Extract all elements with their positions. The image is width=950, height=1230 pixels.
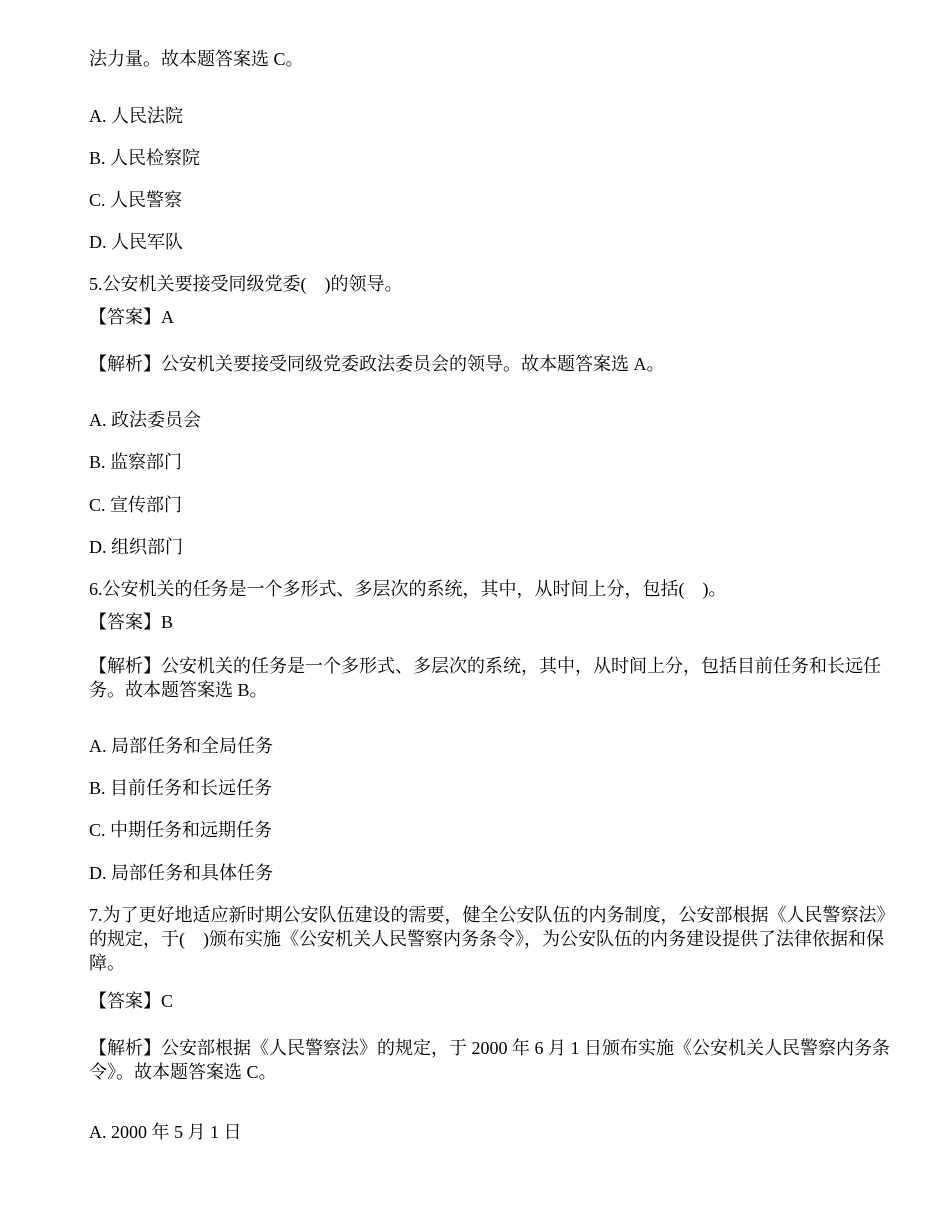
q5-answer: 【答案】A <box>89 307 174 327</box>
q4-option-b: B. 人民检察院 <box>89 148 201 168</box>
q6-explanation: 【解析】公安机关的任务是一个多形式、多层次的系统，其中，从时间上分，包括目前任务和长远任务。故本题答案选 B。 <box>89 656 881 700</box>
explanation-tail: 法力量。故本题答案选 C。 <box>89 49 304 69</box>
q6-option-d: D. 局部任务和具体任务 <box>89 863 273 883</box>
q7-answer: 【答案】C <box>89 991 174 1011</box>
q7-option-a: A. 2000 年 5 月 1 日 <box>89 1122 242 1142</box>
q5-option-a: A. 政法委员会 <box>89 410 201 430</box>
q4-option-d: D. 人民军队 <box>89 232 183 252</box>
q5-option-c: C. 宣传部门 <box>89 495 183 515</box>
q6-question: 6.公安机关的任务是一个多形式、多层次的系统，其中，从时间上分，包括( )。 <box>89 579 727 599</box>
q5-option-d: D. 组织部门 <box>89 537 183 557</box>
q6-option-a: A. 局部任务和全局任务 <box>89 736 273 756</box>
q6-option-c: C. 中期任务和远期任务 <box>89 820 273 840</box>
q5-option-b: B. 监察部门 <box>89 452 183 472</box>
q6-answer: 【答案】B <box>89 612 174 632</box>
q4-option-a: A. 人民法院 <box>89 106 183 126</box>
q5-question: 5.公安机关要接受同级党委( )的领导。 <box>89 274 403 294</box>
q5-explanation: 【解析】公安机关要接受同级党委政法委员会的领导。故本题答案选 A。 <box>89 354 665 374</box>
q7-explanation: 【解析】公安部根据《人民警察法》的规定，于 2000 年 6 月 1 日颁布实施《公安机关人民警察内务条令》。故本题答案选 C。 <box>89 1038 890 1082</box>
q6-option-b: B. 目前任务和长远任务 <box>89 778 273 798</box>
q7-question: 7.为了更好地适应新时期公安队伍建设的需要，健全公安队伍的内务制度，公安部根据《人民警察法》的规定，于( )颁布实施《公安机关人民警察内务条令》，为公安队伍的内务建设提供了法律依据和保障。 <box>89 905 895 973</box>
q4-option-c: C. 人民警察 <box>89 190 183 210</box>
